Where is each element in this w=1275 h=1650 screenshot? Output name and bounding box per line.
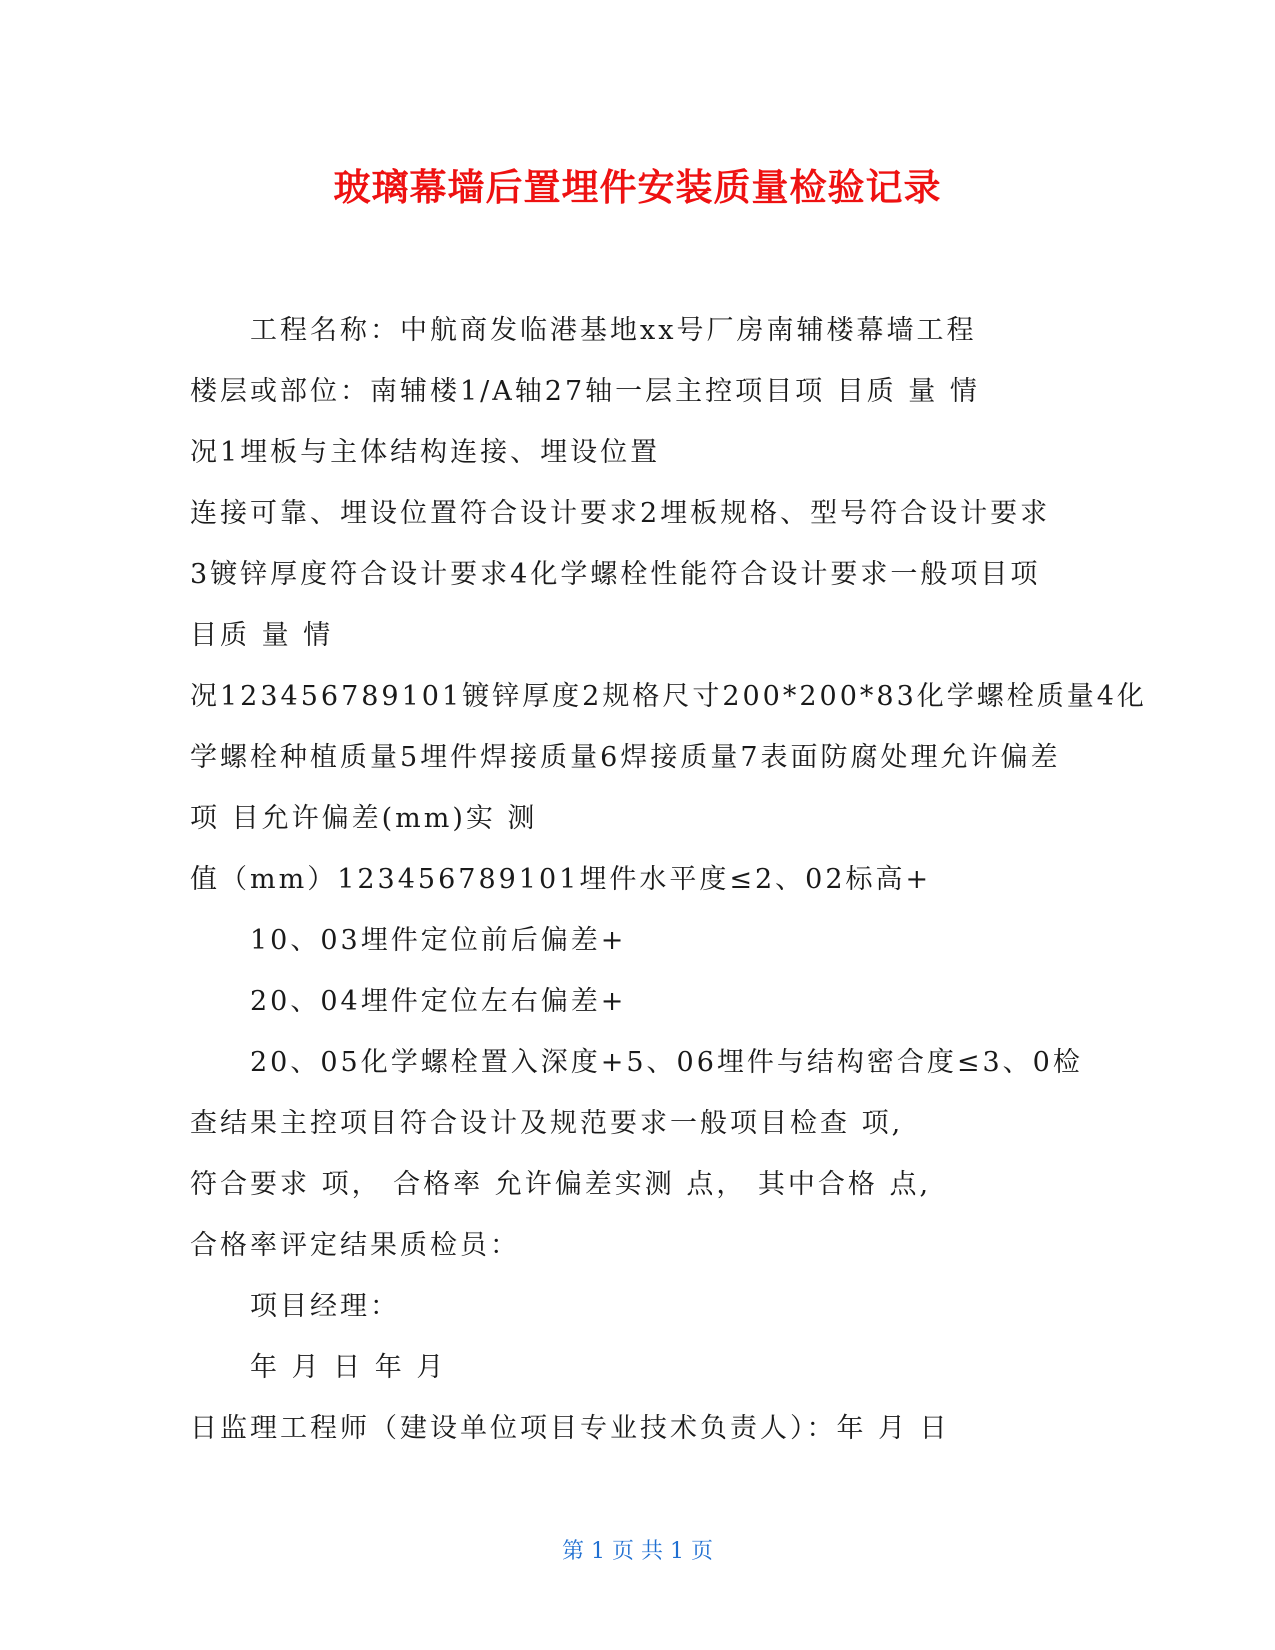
text-line: 查结果主控项目符合设计及规范要求一般项目检查 项, xyxy=(190,1108,904,1139)
page-number-footer: 第 1 页 共 1 页 xyxy=(562,1539,713,1564)
text-line: 20、05化学螺栓置入深度+5、06埋件与结构密合度≤3、0检 xyxy=(250,1047,1083,1078)
text-line: 年 月 日 年 月 xyxy=(250,1352,447,1383)
text-line: 学螺栓种植质量5埋件焊接质量6焊接质量7表面防腐处理允许偏差 xyxy=(190,742,1061,773)
text-line: 20、04埋件定位左右偏差+ xyxy=(250,986,627,1017)
text-line: 10、03埋件定位前后偏差+ xyxy=(250,925,627,956)
document-body xyxy=(190,300,1147,1459)
text-line: 3镀锌厚度符合设计要求4化学螺栓性能符合设计要求一般项目项 xyxy=(190,559,1041,590)
text-line: 况123456789101镀锌厚度2规格尺寸200*200*83化学螺栓质量4化 xyxy=(190,681,1147,712)
text-line: 楼层或部位：南辅楼1/A轴27轴一层主控项目项 目质 量 情 xyxy=(190,376,980,407)
text-line: 合格率评定结果质检员： xyxy=(190,1230,520,1261)
text-line: 目质 量 情 xyxy=(190,620,334,651)
text-line: 况1埋板与主体结构连接、埋设位置 xyxy=(190,437,661,468)
text-line: 日监理工程师（建设单位项目专业技术负责人）：年 月 日 xyxy=(190,1413,950,1444)
text-line: 项目经理： xyxy=(250,1291,400,1322)
text-line: 符合要求 项， 合格率 允许偏差实测 点， 其中合格 点, xyxy=(190,1169,932,1200)
text-line: 连接可靠、埋设位置符合设计要求2埋板规格、型号符合设计要求 xyxy=(190,498,1051,529)
document-title: 玻璃幕墙后置埋件安装质量检验记录 xyxy=(333,166,942,209)
text-line: 工程名称：中航商发临港基地xx号厂房南辅楼幕墙工程 xyxy=(250,315,977,346)
text-line: 项 目允许偏差(mm)实 测 xyxy=(190,803,538,834)
text-line: 值（mm）123456789101埋件水平度≤2、02标高+ xyxy=(190,864,932,895)
